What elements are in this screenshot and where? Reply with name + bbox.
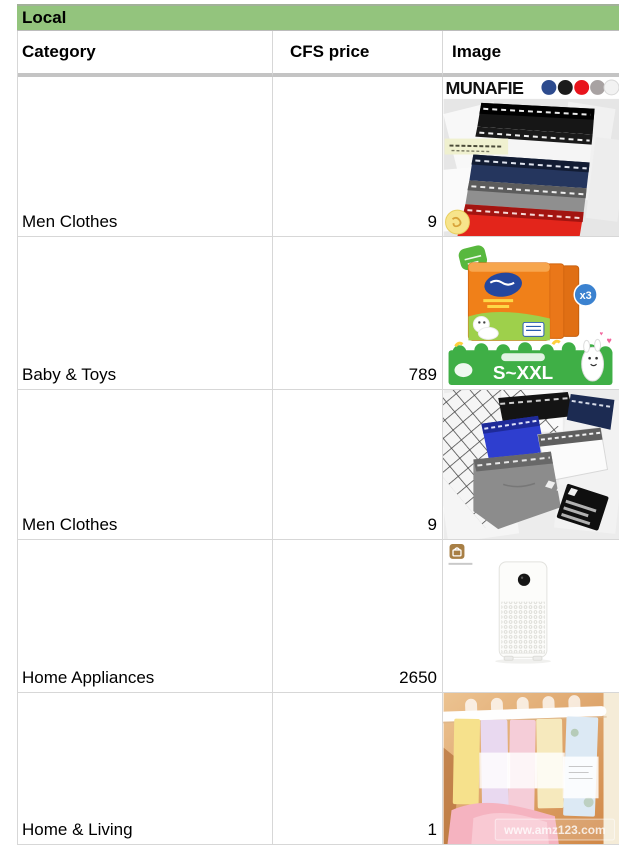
category-cell[interactable]: Home & Living bbox=[18, 693, 273, 845]
image-cell[interactable] bbox=[443, 77, 619, 237]
table-row bbox=[17, 390, 619, 540]
price-cell[interactable]: 1 bbox=[273, 693, 443, 845]
size-range-text: S~XXL bbox=[492, 362, 554, 384]
svg-text:x3: x3 bbox=[579, 290, 592, 303]
watermark-text: www.amz123.com bbox=[504, 823, 606, 838]
col-header-category[interactable]: Category bbox=[18, 31, 273, 77]
image-cell[interactable] bbox=[443, 237, 619, 390]
image-cell[interactable] bbox=[443, 540, 619, 693]
sachets bbox=[453, 716, 599, 816]
price-cell[interactable]: 9 bbox=[273, 77, 443, 237]
col-header-image[interactable]: Image bbox=[443, 31, 619, 77]
swatch-dot-navy bbox=[541, 80, 556, 95]
badge-caption-line bbox=[449, 563, 473, 565]
table-row bbox=[17, 77, 619, 237]
price-cell[interactable]: 2650 bbox=[273, 540, 443, 693]
group-header-label: Local bbox=[22, 8, 67, 27]
munafie-boxers-stack-image bbox=[443, 77, 619, 236]
category-cell[interactable]: Home Appliances bbox=[18, 540, 273, 693]
price-cell[interactable]: 9 bbox=[273, 390, 443, 540]
price-cell[interactable]: 789 bbox=[273, 237, 443, 390]
table-row bbox=[17, 237, 619, 390]
category-cell[interactable]: Baby & Toys bbox=[18, 237, 273, 390]
group-header-local[interactable] bbox=[17, 4, 619, 31]
watermark bbox=[495, 819, 614, 840]
svg-text:♥: ♥ bbox=[599, 331, 604, 338]
table-row bbox=[17, 540, 619, 693]
category-cell[interactable]: Men Clothes bbox=[18, 77, 273, 237]
header-row bbox=[17, 31, 619, 77]
air-purifier bbox=[495, 562, 551, 664]
boxers-stack bbox=[457, 103, 594, 236]
image-cell[interactable] bbox=[443, 693, 619, 845]
thai-label bbox=[445, 139, 509, 155]
swatch-dot-white bbox=[604, 80, 619, 95]
coin-emoji bbox=[446, 210, 470, 234]
boxers-flatlay-image bbox=[443, 390, 619, 539]
diaper-packs bbox=[468, 263, 578, 340]
swatch-dot-red bbox=[574, 80, 589, 95]
x3-badge bbox=[574, 283, 597, 306]
category-cell[interactable]: Men Clothes bbox=[18, 390, 273, 540]
swatch-dot-black bbox=[558, 80, 573, 95]
product-table bbox=[17, 4, 619, 845]
air-purifier-image bbox=[443, 540, 619, 692]
col-header-cfs-price[interactable]: CFS price bbox=[273, 31, 443, 77]
image-cell[interactable] bbox=[443, 390, 619, 540]
table-row bbox=[17, 693, 619, 845]
hanging-sachets-image bbox=[443, 693, 619, 844]
munafie-brand-text: MUNAFIE bbox=[445, 77, 524, 98]
svg-text:♥: ♥ bbox=[606, 335, 612, 346]
diaper-multipack-image bbox=[443, 237, 619, 389]
swatch-dot-gray bbox=[590, 80, 605, 95]
